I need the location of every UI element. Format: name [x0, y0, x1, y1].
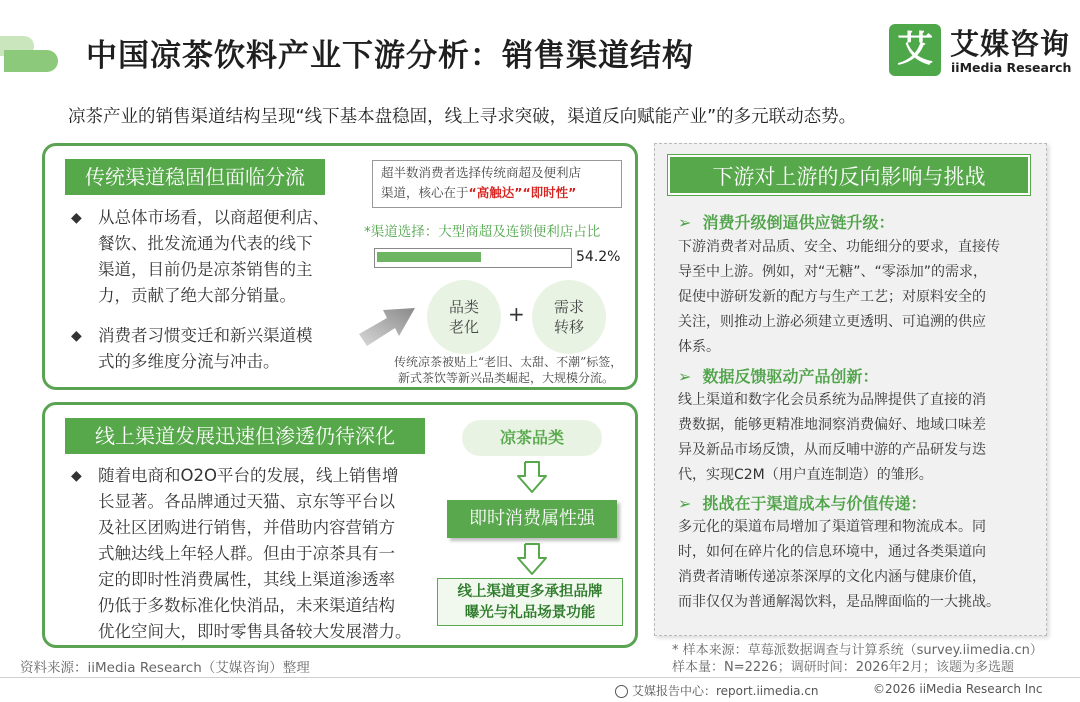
down-arrow-icon: [516, 542, 548, 578]
data-source: 资料来源：iiMedia Research（艾媒咨询）整理: [20, 660, 310, 676]
globe-icon: [615, 685, 628, 698]
sample-size: 样本量：N=2226；调研时间：2026年2月；该题为多选题: [672, 660, 1015, 675]
arrow-bullet-icon: ➢: [678, 494, 692, 513]
diamond-bullet-icon: ◆: [71, 210, 82, 226]
gray-arrow-icon: [357, 300, 419, 348]
channel-share-bar: [374, 248, 572, 268]
offline-panel-heading: 传统渠道稳固但面临分流: [65, 159, 325, 195]
logo-mark: 艾: [889, 24, 941, 76]
diamond-bullet-icon: ◆: [71, 468, 82, 484]
section-title-data: ➢ 数据反馈驱动产品创新：: [678, 367, 879, 386]
plus-sign: +: [508, 302, 525, 326]
flow-step-online-role: 线上渠道更多承担品牌 曝光与礼品场景功能: [437, 578, 623, 626]
section-text-challenge: 多元化的渠道布局增加了渠道管理和物流成本。同 时，如何在碎片化的信息环境中，通过各类渠道向 消费者清晰传递凉茶深厚的文化内涵与健康价值， 而非仅仅为普通解渴饮料，是品牌面临的一大挑战。: [678, 519, 1000, 610]
report-center-link[interactable]: 艾媒报告中心：report.iimedia.cn: [615, 682, 819, 699]
flow-step-instant: 即时消费属性强: [447, 500, 617, 538]
arrow-bullet-icon: ➢: [678, 213, 692, 232]
copyright: ©2026 iiMedia Research Inc: [873, 682, 1043, 696]
diversion-note-line-2: 新式茶饮等新兴品类崛起，大规模分流。: [398, 371, 615, 385]
arrow-bullet-icon: ➢: [678, 367, 692, 386]
page-title: 中国凉茶饮料产业下游分析：销售渠道结构: [86, 38, 694, 74]
diamond-bullet-icon: ◆: [71, 328, 82, 344]
reverse-impact-heading: 下游对上游的反向影响与挑战: [668, 155, 1030, 195]
consumer-callout: 超半数消费者选择传统商超及便利店 渠道，核心在于“高触达”“即时性”: [372, 160, 622, 208]
section-text-consumption: 下游消费者对品质、安全、功能细分的要求，直接传 导至中上游。例如，对“无糖”、“零添加”的需求， 促使中游研发新的配方与生产工艺；对原料安全的 关注，则推动上游必须建立更透明、可追溯的供应 体系。: [678, 239, 1000, 355]
offline-bullet-1: ◆ 从总体市场看，以商超便利店、 餐饮、批发流通为代表的线下 渠道，目前仍是凉茶销售的主 力，贡献了绝大部分销量。: [98, 205, 373, 309]
logo-name-cn: 艾媒咨询: [950, 27, 1071, 61]
footer-divider: [0, 677, 1080, 678]
logo-name-en: iiMedia Research: [951, 60, 1072, 75]
sample-source: * 样本来源：草莓派数据调查与计算系统（survey.iimedia.cn）: [672, 643, 1043, 658]
offline-bullet-2: ◆ 消费者习惯变迁和新兴渠道模 式的多维度分流与冲击。: [98, 323, 373, 375]
down-arrow-icon: [516, 460, 548, 496]
flow-step-category: 凉茶品类: [462, 420, 602, 456]
diversion-note-line-1: 传统凉茶被贴上“老旧、太甜、不潮”标签，: [394, 355, 623, 369]
section-title-consumption: ➢ 消费升级倒逼供应链升级：: [678, 213, 895, 232]
online-bullet: ◆ 随着电商和O2O平台的发展，线上销售增 长显著。各品牌通过天猫、京东等平台以 及社区团购进行销售，并借助内容营销方 式触达线上年轻人群。但由于凉茶具有一 定的即时性消费属性，其线上渠道渗透率 仍低于多数标准化快消品，未来渠道结构 优化空间大，即时零售具备较大发展潜力。: [98, 463, 433, 645]
channel-choice-label: *渠道选择：大型商超及连锁便利店占比: [364, 224, 601, 240]
header-decoration: [0, 36, 58, 64]
online-panel-heading: 线上渠道发展迅速但渗透仍待深化: [65, 418, 425, 454]
section-title-challenge: ➢ 挑战在于渠道成本与价值传递：: [678, 494, 927, 513]
category-aging-circle: 品类 老化: [427, 280, 501, 354]
channel-share-value: 54.2%: [576, 249, 621, 265]
channel-share-bar-fill: [377, 252, 481, 262]
demand-shift-circle: 需求 转移: [532, 280, 606, 354]
intro-text: 凉茶产业的销售渠道结构呈现“线下基本盘稳固，线上寻求突破，渠道反向赋能产业”的多元联动态势。: [68, 107, 857, 127]
section-text-data: 线上渠道和数字化会员系统为品牌提供了直接的消 费数据，能够更精准地洞察消费偏好、地域口味差 异及新品市场反馈，从而反哺中游的产品研发与迭 代，实现C2M（用户直连制造）的雏形。: [678, 392, 986, 483]
